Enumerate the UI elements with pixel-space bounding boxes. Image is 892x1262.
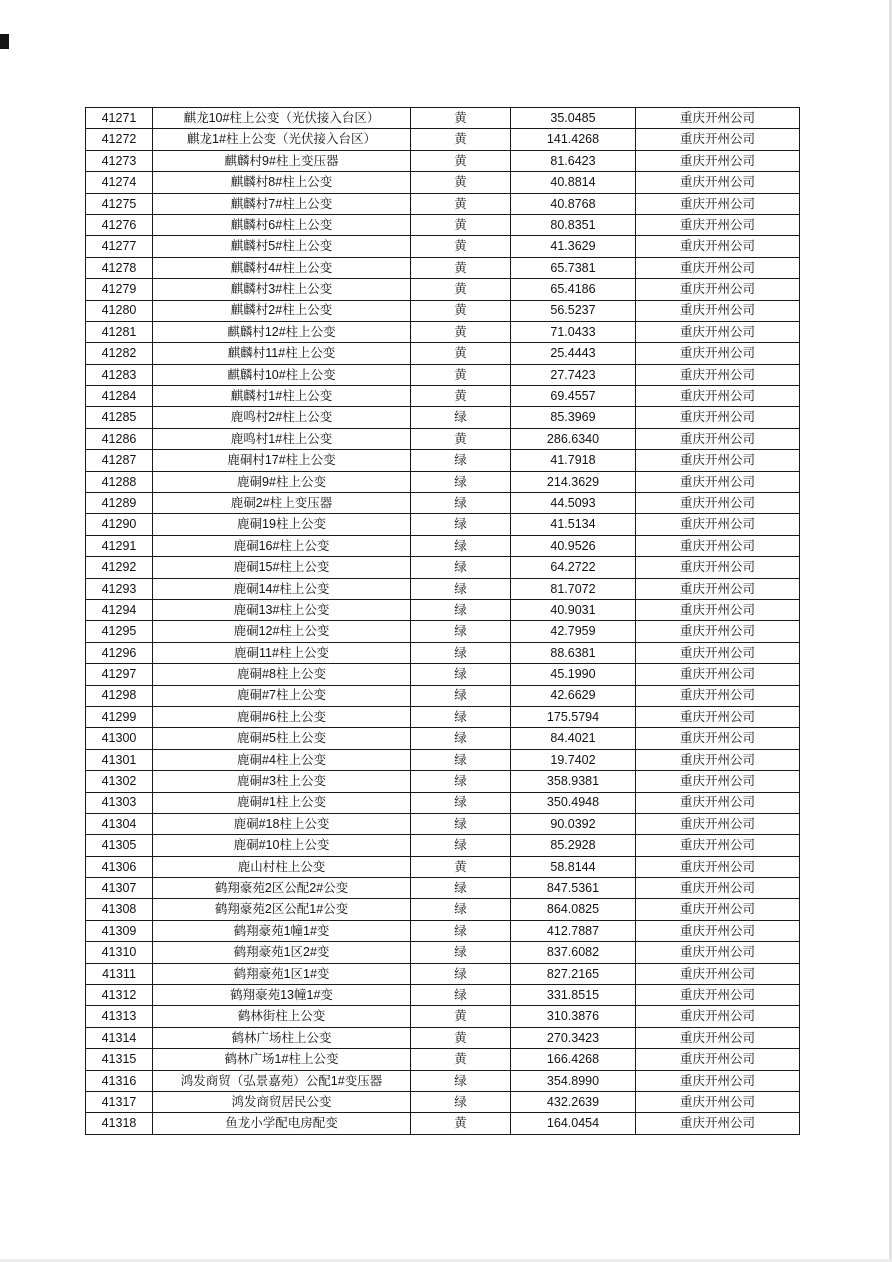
cell-value: 40.9526 bbox=[511, 535, 636, 556]
cell-status: 绿 bbox=[411, 471, 511, 492]
cell-status: 黄 bbox=[411, 108, 511, 129]
cell-id: 41278 bbox=[86, 257, 153, 278]
cell-company: 重庆开州公司 bbox=[636, 985, 800, 1006]
cell-company: 重庆开州公司 bbox=[636, 407, 800, 428]
cell-name: 麒麟村1#柱上公变 bbox=[153, 386, 411, 407]
cell-status: 黄 bbox=[411, 150, 511, 171]
cell-status: 绿 bbox=[411, 899, 511, 920]
cell-company: 重庆开州公司 bbox=[636, 942, 800, 963]
cell-name: 鹿山村柱上公变 bbox=[153, 856, 411, 877]
table-body bbox=[86, 108, 800, 1135]
cell-value: 166.4268 bbox=[511, 1049, 636, 1070]
cell-status: 绿 bbox=[411, 813, 511, 834]
cell-id: 41281 bbox=[86, 321, 153, 342]
cell-status: 黄 bbox=[411, 321, 511, 342]
cell-name: 鹿硐#4柱上公变 bbox=[153, 749, 411, 770]
cell-status: 绿 bbox=[411, 407, 511, 428]
cell-id: 41311 bbox=[86, 963, 153, 984]
cell-id: 41285 bbox=[86, 407, 153, 428]
table-row bbox=[86, 129, 800, 150]
cell-company: 重庆开州公司 bbox=[636, 706, 800, 727]
table-row bbox=[86, 1070, 800, 1091]
cell-id: 41300 bbox=[86, 728, 153, 749]
cell-company: 重庆开州公司 bbox=[636, 471, 800, 492]
table-row bbox=[86, 599, 800, 620]
cell-name: 麒麟村11#柱上公变 bbox=[153, 343, 411, 364]
table-row bbox=[86, 300, 800, 321]
table-row bbox=[86, 856, 800, 877]
cell-id: 41284 bbox=[86, 386, 153, 407]
cell-value: 847.5361 bbox=[511, 878, 636, 899]
cell-id: 41272 bbox=[86, 129, 153, 150]
table-row bbox=[86, 813, 800, 834]
cell-value: 81.6423 bbox=[511, 150, 636, 171]
cell-name: 鹤林街柱上公变 bbox=[153, 1006, 411, 1027]
table-row bbox=[86, 878, 800, 899]
cell-value: 56.5237 bbox=[511, 300, 636, 321]
cell-id: 41293 bbox=[86, 578, 153, 599]
cell-id: 41299 bbox=[86, 706, 153, 727]
cell-name: 鹤翔豪苑1幢1#变 bbox=[153, 920, 411, 941]
cell-status: 绿 bbox=[411, 771, 511, 792]
table-row bbox=[86, 535, 800, 556]
cell-id: 41279 bbox=[86, 279, 153, 300]
cell-company: 重庆开州公司 bbox=[636, 1027, 800, 1048]
table-row bbox=[86, 450, 800, 471]
cell-company: 重庆开州公司 bbox=[636, 920, 800, 941]
cell-status: 绿 bbox=[411, 1070, 511, 1091]
cell-value: 88.6381 bbox=[511, 642, 636, 663]
cell-company: 重庆开州公司 bbox=[636, 1113, 800, 1134]
table-row bbox=[86, 386, 800, 407]
cell-company: 重庆开州公司 bbox=[636, 621, 800, 642]
cell-name: 麒麟村4#柱上公变 bbox=[153, 257, 411, 278]
cell-value: 350.4948 bbox=[511, 792, 636, 813]
cell-company: 重庆开州公司 bbox=[636, 728, 800, 749]
cell-value: 214.3629 bbox=[511, 471, 636, 492]
table-row bbox=[86, 728, 800, 749]
cell-id: 41280 bbox=[86, 300, 153, 321]
cell-company: 重庆开州公司 bbox=[636, 771, 800, 792]
cell-status: 黄 bbox=[411, 1049, 511, 1070]
cell-id: 41273 bbox=[86, 150, 153, 171]
table-row bbox=[86, 621, 800, 642]
cell-company: 重庆开州公司 bbox=[636, 279, 800, 300]
table-row bbox=[86, 749, 800, 770]
cell-name: 鹿硐#8柱上公变 bbox=[153, 664, 411, 685]
cell-company: 重庆开州公司 bbox=[636, 108, 800, 129]
cell-status: 黄 bbox=[411, 172, 511, 193]
cell-id: 41294 bbox=[86, 599, 153, 620]
scan-artifact bbox=[0, 34, 9, 49]
cell-company: 重庆开州公司 bbox=[636, 963, 800, 984]
cell-value: 40.9031 bbox=[511, 599, 636, 620]
cell-name: 鹿硐11#柱上公变 bbox=[153, 642, 411, 663]
table-row bbox=[86, 428, 800, 449]
cell-status: 黄 bbox=[411, 279, 511, 300]
cell-value: 310.3876 bbox=[511, 1006, 636, 1027]
cell-name: 鹿硐9#柱上公变 bbox=[153, 471, 411, 492]
cell-company: 重庆开州公司 bbox=[636, 386, 800, 407]
cell-id: 41283 bbox=[86, 364, 153, 385]
cell-status: 绿 bbox=[411, 493, 511, 514]
cell-company: 重庆开州公司 bbox=[636, 664, 800, 685]
cell-id: 41317 bbox=[86, 1091, 153, 1112]
cell-name: 鹿硐19柱上公变 bbox=[153, 514, 411, 535]
table-row bbox=[86, 1027, 800, 1048]
table-row bbox=[86, 172, 800, 193]
cell-company: 重庆开州公司 bbox=[636, 364, 800, 385]
cell-id: 41291 bbox=[86, 535, 153, 556]
cell-id: 41315 bbox=[86, 1049, 153, 1070]
cell-id: 41312 bbox=[86, 985, 153, 1006]
cell-value: 80.8351 bbox=[511, 214, 636, 235]
table-row bbox=[86, 407, 800, 428]
cell-id: 41308 bbox=[86, 899, 153, 920]
table-row bbox=[86, 920, 800, 941]
cell-value: 64.2722 bbox=[511, 557, 636, 578]
table-row bbox=[86, 279, 800, 300]
cell-status: 黄 bbox=[411, 1027, 511, 1048]
cell-company: 重庆开州公司 bbox=[636, 450, 800, 471]
cell-name: 鹿硐#7柱上公变 bbox=[153, 685, 411, 706]
cell-status: 绿 bbox=[411, 706, 511, 727]
cell-name: 鹿硐2#柱上变压器 bbox=[153, 493, 411, 514]
cell-value: 286.6340 bbox=[511, 428, 636, 449]
cell-status: 黄 bbox=[411, 193, 511, 214]
cell-company: 重庆开州公司 bbox=[636, 642, 800, 663]
cell-value: 65.4186 bbox=[511, 279, 636, 300]
cell-id: 41318 bbox=[86, 1113, 153, 1134]
cell-name: 鹿硐村17#柱上公变 bbox=[153, 450, 411, 471]
cell-id: 41303 bbox=[86, 792, 153, 813]
cell-status: 绿 bbox=[411, 920, 511, 941]
cell-status: 绿 bbox=[411, 578, 511, 599]
cell-value: 164.0454 bbox=[511, 1113, 636, 1134]
cell-name: 麒麟村7#柱上公变 bbox=[153, 193, 411, 214]
cell-value: 40.8768 bbox=[511, 193, 636, 214]
cell-name: 鹿硐14#柱上公变 bbox=[153, 578, 411, 599]
cell-status: 黄 bbox=[411, 257, 511, 278]
data-table bbox=[85, 107, 800, 1135]
table-row bbox=[86, 321, 800, 342]
cell-status: 黄 bbox=[411, 236, 511, 257]
cell-name: 麒麟村12#柱上公变 bbox=[153, 321, 411, 342]
cell-value: 41.7918 bbox=[511, 450, 636, 471]
cell-value: 25.4443 bbox=[511, 343, 636, 364]
cell-company: 重庆开州公司 bbox=[636, 343, 800, 364]
table-row bbox=[86, 1049, 800, 1070]
cell-value: 141.4268 bbox=[511, 129, 636, 150]
cell-id: 41307 bbox=[86, 878, 153, 899]
cell-id: 41290 bbox=[86, 514, 153, 535]
cell-status: 绿 bbox=[411, 621, 511, 642]
cell-id: 41297 bbox=[86, 664, 153, 685]
cell-value: 175.5794 bbox=[511, 706, 636, 727]
cell-name: 麒麟村6#柱上公变 bbox=[153, 214, 411, 235]
table-row bbox=[86, 1006, 800, 1027]
cell-name: 麒麟村3#柱上公变 bbox=[153, 279, 411, 300]
cell-company: 重庆开州公司 bbox=[636, 214, 800, 235]
cell-value: 41.5134 bbox=[511, 514, 636, 535]
cell-name: 鹤林广场柱上公变 bbox=[153, 1027, 411, 1048]
cell-id: 41313 bbox=[86, 1006, 153, 1027]
cell-company: 重庆开州公司 bbox=[636, 493, 800, 514]
cell-id: 41306 bbox=[86, 856, 153, 877]
cell-company: 重庆开州公司 bbox=[636, 557, 800, 578]
cell-id: 41298 bbox=[86, 685, 153, 706]
cell-company: 重庆开州公司 bbox=[636, 257, 800, 278]
cell-company: 重庆开州公司 bbox=[636, 428, 800, 449]
cell-value: 84.4021 bbox=[511, 728, 636, 749]
cell-name: 鹿鸣村1#柱上公变 bbox=[153, 428, 411, 449]
cell-status: 绿 bbox=[411, 792, 511, 813]
cell-name: 鹤翔豪苑13幢1#变 bbox=[153, 985, 411, 1006]
cell-name: 麒麟村9#柱上变压器 bbox=[153, 150, 411, 171]
table-row bbox=[86, 1091, 800, 1112]
table-row bbox=[86, 1113, 800, 1134]
cell-value: 58.8144 bbox=[511, 856, 636, 877]
cell-name: 鹿硐#3柱上公变 bbox=[153, 771, 411, 792]
cell-id: 41287 bbox=[86, 450, 153, 471]
cell-name: 麒麟村2#柱上公变 bbox=[153, 300, 411, 321]
table-row bbox=[86, 471, 800, 492]
cell-name: 鹿硐#10柱上公变 bbox=[153, 835, 411, 856]
cell-name: 麒麟村5#柱上公变 bbox=[153, 236, 411, 257]
cell-value: 35.0485 bbox=[511, 108, 636, 129]
cell-company: 重庆开州公司 bbox=[636, 599, 800, 620]
cell-company: 重庆开州公司 bbox=[636, 1006, 800, 1027]
cell-company: 重庆开州公司 bbox=[636, 792, 800, 813]
table-row bbox=[86, 942, 800, 963]
cell-company: 重庆开州公司 bbox=[636, 321, 800, 342]
cell-value: 270.3423 bbox=[511, 1027, 636, 1048]
cell-company: 重庆开州公司 bbox=[636, 193, 800, 214]
cell-status: 黄 bbox=[411, 300, 511, 321]
cell-company: 重庆开州公司 bbox=[636, 535, 800, 556]
cell-id: 41302 bbox=[86, 771, 153, 792]
cell-company: 重庆开州公司 bbox=[636, 685, 800, 706]
cell-status: 绿 bbox=[411, 963, 511, 984]
cell-value: 827.2165 bbox=[511, 963, 636, 984]
cell-id: 41277 bbox=[86, 236, 153, 257]
cell-name: 鹤翔豪苑2区公配2#公变 bbox=[153, 878, 411, 899]
cell-id: 41296 bbox=[86, 642, 153, 663]
table-row bbox=[86, 193, 800, 214]
cell-status: 黄 bbox=[411, 364, 511, 385]
cell-value: 27.7423 bbox=[511, 364, 636, 385]
table-row bbox=[86, 236, 800, 257]
cell-id: 41271 bbox=[86, 108, 153, 129]
cell-id: 41316 bbox=[86, 1070, 153, 1091]
cell-status: 绿 bbox=[411, 728, 511, 749]
cell-id: 41305 bbox=[86, 835, 153, 856]
cell-value: 44.5093 bbox=[511, 493, 636, 514]
cell-status: 绿 bbox=[411, 599, 511, 620]
cell-status: 绿 bbox=[411, 685, 511, 706]
cell-status: 绿 bbox=[411, 642, 511, 663]
cell-status: 绿 bbox=[411, 450, 511, 471]
table-row bbox=[86, 642, 800, 663]
table-row bbox=[86, 664, 800, 685]
cell-company: 重庆开州公司 bbox=[636, 835, 800, 856]
cell-id: 41274 bbox=[86, 172, 153, 193]
table-row bbox=[86, 493, 800, 514]
cell-name: 鹿硐16#柱上公变 bbox=[153, 535, 411, 556]
cell-name: 麒麟村10#柱上公变 bbox=[153, 364, 411, 385]
cell-status: 绿 bbox=[411, 535, 511, 556]
cell-id: 41276 bbox=[86, 214, 153, 235]
cell-name: 鹿硐#1柱上公变 bbox=[153, 792, 411, 813]
cell-value: 65.7381 bbox=[511, 257, 636, 278]
cell-value: 837.6082 bbox=[511, 942, 636, 963]
cell-id: 41304 bbox=[86, 813, 153, 834]
cell-company: 重庆开州公司 bbox=[636, 749, 800, 770]
cell-name: 鹤翔豪苑2区公配1#公变 bbox=[153, 899, 411, 920]
cell-name: 麒麟村8#柱上公变 bbox=[153, 172, 411, 193]
cell-status: 黄 bbox=[411, 386, 511, 407]
cell-company: 重庆开州公司 bbox=[636, 172, 800, 193]
table-row bbox=[86, 108, 800, 129]
cell-id: 41275 bbox=[86, 193, 153, 214]
cell-company: 重庆开州公司 bbox=[636, 899, 800, 920]
cell-name: 鹿硐#18柱上公变 bbox=[153, 813, 411, 834]
cell-name: 鸿发商贸居民公变 bbox=[153, 1091, 411, 1112]
cell-status: 绿 bbox=[411, 835, 511, 856]
cell-status: 黄 bbox=[411, 214, 511, 235]
cell-status: 绿 bbox=[411, 878, 511, 899]
cell-company: 重庆开州公司 bbox=[636, 1091, 800, 1112]
cell-company: 重庆开州公司 bbox=[636, 236, 800, 257]
cell-value: 42.7959 bbox=[511, 621, 636, 642]
table-wrapper bbox=[85, 107, 799, 1135]
cell-status: 绿 bbox=[411, 664, 511, 685]
table-row bbox=[86, 514, 800, 535]
cell-name: 鹤翔豪苑1区1#变 bbox=[153, 963, 411, 984]
table-row bbox=[86, 150, 800, 171]
cell-name: 鹿硐#6柱上公变 bbox=[153, 706, 411, 727]
cell-status: 绿 bbox=[411, 942, 511, 963]
cell-company: 重庆开州公司 bbox=[636, 578, 800, 599]
table-row bbox=[86, 771, 800, 792]
table-row bbox=[86, 364, 800, 385]
table-row bbox=[86, 792, 800, 813]
cell-value: 432.2639 bbox=[511, 1091, 636, 1112]
cell-status: 黄 bbox=[411, 856, 511, 877]
cell-name: 鹿鸣村2#柱上公变 bbox=[153, 407, 411, 428]
cell-id: 41295 bbox=[86, 621, 153, 642]
cell-name: 鹿硐13#柱上公变 bbox=[153, 599, 411, 620]
cell-status: 黄 bbox=[411, 343, 511, 364]
cell-value: 69.4557 bbox=[511, 386, 636, 407]
cell-id: 41288 bbox=[86, 471, 153, 492]
table-row bbox=[86, 685, 800, 706]
table-row bbox=[86, 899, 800, 920]
cell-value: 864.0825 bbox=[511, 899, 636, 920]
cell-company: 重庆开州公司 bbox=[636, 813, 800, 834]
cell-company: 重庆开州公司 bbox=[636, 129, 800, 150]
cell-status: 黄 bbox=[411, 428, 511, 449]
cell-status: 黄 bbox=[411, 1113, 511, 1134]
cell-id: 41309 bbox=[86, 920, 153, 941]
cell-value: 331.8515 bbox=[511, 985, 636, 1006]
cell-status: 绿 bbox=[411, 557, 511, 578]
cell-value: 45.1990 bbox=[511, 664, 636, 685]
cell-id: 41314 bbox=[86, 1027, 153, 1048]
cell-name: 麒龙1#柱上公变（光伏接入台区） bbox=[153, 129, 411, 150]
cell-value: 71.0433 bbox=[511, 321, 636, 342]
cell-company: 重庆开州公司 bbox=[636, 878, 800, 899]
table-row bbox=[86, 214, 800, 235]
cell-name: 鱼龙小学配电房配变 bbox=[153, 1113, 411, 1134]
cell-id: 41310 bbox=[86, 942, 153, 963]
cell-id: 41292 bbox=[86, 557, 153, 578]
table-row bbox=[86, 963, 800, 984]
cell-id: 41289 bbox=[86, 493, 153, 514]
cell-status: 黄 bbox=[411, 129, 511, 150]
cell-company: 重庆开州公司 bbox=[636, 1049, 800, 1070]
cell-company: 重庆开州公司 bbox=[636, 856, 800, 877]
cell-name: 鹤林广场1#柱上公变 bbox=[153, 1049, 411, 1070]
cell-value: 85.2928 bbox=[511, 835, 636, 856]
cell-status: 黄 bbox=[411, 1006, 511, 1027]
cell-value: 19.7402 bbox=[511, 749, 636, 770]
cell-value: 90.0392 bbox=[511, 813, 636, 834]
table-row bbox=[86, 578, 800, 599]
cell-name: 麒龙10#柱上公变（光伏接入台区） bbox=[153, 108, 411, 129]
table-row bbox=[86, 557, 800, 578]
table-row bbox=[86, 706, 800, 727]
cell-id: 41301 bbox=[86, 749, 153, 770]
cell-name: 鸿发商贸（弘景嘉苑）公配1#变压器 bbox=[153, 1070, 411, 1091]
cell-name: 鹿硐15#柱上公变 bbox=[153, 557, 411, 578]
cell-value: 41.3629 bbox=[511, 236, 636, 257]
cell-value: 42.6629 bbox=[511, 685, 636, 706]
table-row bbox=[86, 257, 800, 278]
cell-value: 81.7072 bbox=[511, 578, 636, 599]
cell-value: 358.9381 bbox=[511, 771, 636, 792]
cell-id: 41286 bbox=[86, 428, 153, 449]
cell-company: 重庆开州公司 bbox=[636, 1070, 800, 1091]
cell-value: 354.8990 bbox=[511, 1070, 636, 1091]
cell-name: 鹿硐12#柱上公变 bbox=[153, 621, 411, 642]
cell-value: 40.8814 bbox=[511, 172, 636, 193]
table-row bbox=[86, 343, 800, 364]
cell-name: 鹤翔豪苑1区2#变 bbox=[153, 942, 411, 963]
table-row bbox=[86, 835, 800, 856]
cell-company: 重庆开州公司 bbox=[636, 514, 800, 535]
cell-status: 绿 bbox=[411, 749, 511, 770]
cell-status: 绿 bbox=[411, 985, 511, 1006]
cell-name: 鹿硐#5柱上公变 bbox=[153, 728, 411, 749]
cell-value: 85.3969 bbox=[511, 407, 636, 428]
cell-company: 重庆开州公司 bbox=[636, 150, 800, 171]
cell-value: 412.7887 bbox=[511, 920, 636, 941]
cell-status: 绿 bbox=[411, 514, 511, 535]
cell-status: 绿 bbox=[411, 1091, 511, 1112]
cell-company: 重庆开州公司 bbox=[636, 300, 800, 321]
cell-id: 41282 bbox=[86, 343, 153, 364]
table-row bbox=[86, 985, 800, 1006]
